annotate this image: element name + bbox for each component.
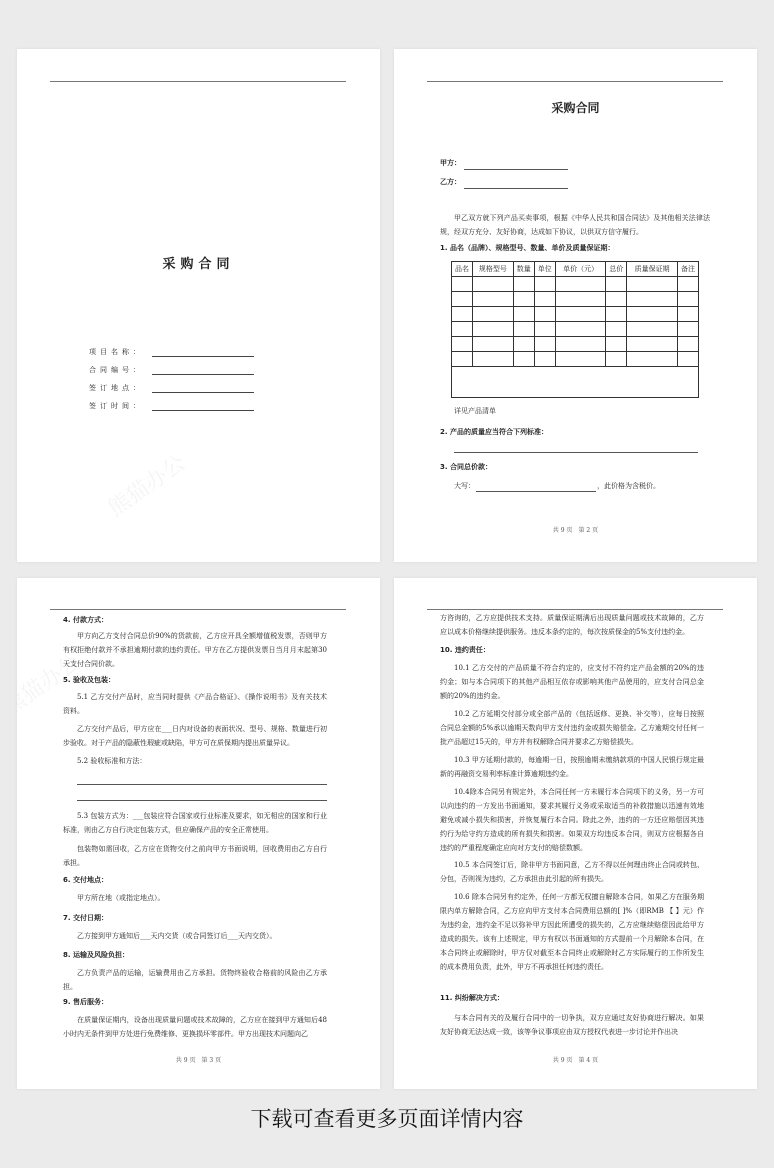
table-row[interactable] (452, 307, 699, 322)
header-rule (50, 609, 346, 610)
after-sales-paragraph: 在质量保证期内，设备出现质量问题或技术故障的，乙方应在接到甲方通知后48小时内无条件到甲方处进行免费维修、更换损坏零部件。甲方出现技术问题向乙 (63, 1016, 327, 1038)
price-suffix: ，此价格为含税价。 (597, 482, 660, 490)
col-warranty: 质量保证期 (627, 262, 678, 277)
field-contract-number-line[interactable] (152, 374, 254, 375)
clause-10-4: 10.4除本合同另有规定外，本合同任何一方未履行本合同项下的义务，另一方可以向违约的一方发出书面通知，要求其履行义务或采取适当的补救措施以迅速有效地避免或减小损失和损害，并恢复履行本合同。除此之外，违约的一方还应赔偿因其违约行为给守约方造成的所有损失和损害。如果双方均违反本合同，则双方应根据各自违约的严重程度确定应向对方支付的赔偿数额。 (440, 788, 704, 852)
table-row[interactable] (452, 277, 699, 292)
col-model: 规格型号 (473, 262, 514, 277)
acceptance-line-1[interactable] (77, 784, 327, 785)
acceptance-line-2[interactable] (77, 800, 327, 801)
field-signing-time-line[interactable] (152, 410, 254, 411)
section-3-heading: 3. 合同总价款： (440, 463, 492, 471)
section-2-heading: 2. 产品的质量应当符合下列标准： (440, 428, 548, 436)
price-line[interactable] (476, 491, 596, 492)
field-signing-place: 签订地点： (89, 384, 144, 392)
page-1-cover (17, 49, 380, 562)
clause-10-3: 10.3 甲方延期付款的，每逾期一日，按照逾期未缴纳款项的中国人民银行规定最新的再融资交易利率标准计算逾期违约金。 (440, 756, 704, 778)
party-b-label: 乙方： (440, 178, 461, 186)
clause-10-6: 10.6 除本合同另有约定外，任何一方都无权擅自解除本合同，如果乙方在服务期限内单方解除合同，乙方应向甲方支付本合同费用总额的[ ]%（即RMB 【 】元）作为违约金，违约金不足以弥补甲方因此所遭受的损失的，乙方应继续赔偿因此给甲方造成的损失。该有上述规定，甲方有权以书面通知的方式提前一个月解除本合同，在本合同终止或解除时，甲方仅对截至本合同终止或解除时乙方实际履行的工作所发生的成本费用负责，此外，甲方不再承担任何违约责任。 (440, 893, 704, 971)
clause-5-1: 5.1 乙方交付产品时，应当同时提供《产品合格证》、《操作说明书》及有关技术资料。 (63, 693, 327, 715)
clause-10-1: 10.1 乙方交付的产品质量不符合约定的，应支付不符约定产品金额的20%的违约金；如与本合同项下的其他产品相互依存或影响其他产品使用的，应支付合同总金额的20%的违约金。 (440, 664, 704, 700)
after-sales-continued: 方咨询的，乙方应提供技术支持。质量保证期满后出现质量问题或技术故障的，乙方应以成本价格继续提供服务。违反本条约定的，每次按质保金的5%支付违约金。 (440, 614, 704, 636)
table-total-row[interactable] (452, 367, 699, 398)
field-signing-time: 签订时间： (89, 402, 144, 410)
price-prefix: 大写： (454, 482, 475, 490)
section-6-heading: 6. 交付地点： (63, 876, 108, 884)
download-caption[interactable]: 下载可查看更多页面详情内容 (250, 1107, 524, 1131)
page-footer: 共 9 页 第 4 页 (552, 1057, 599, 1064)
page-footer: 共 9 页 第 3 页 (175, 1057, 222, 1064)
col-total: 总价 (606, 262, 627, 277)
clause-10-5: 10.5 本合同签订后，除非甲方书面同意，乙方不得以任何理由终止合同或转包、分包，否则视为违约，乙方承担由此引起的所有损失。 (440, 861, 704, 883)
clause-5-1b: 乙方交付产品后，甲方应在___日内对设备的表面状况、型号、规格、数量进行初步验收。对于产品的隐蔽性瑕疵或缺陷，甲方可在质保期内提出质量异议。 (63, 725, 327, 747)
quality-standard-line[interactable] (454, 452, 698, 453)
cover-title: 采购合同 (162, 257, 235, 272)
clause-5-2: 5.2 验收标准和方法： (77, 757, 147, 765)
field-signing-place-line[interactable] (152, 392, 254, 393)
section-7-heading: 7. 交付日期： (63, 914, 108, 922)
delivery-place: 甲方所在地（或指定地点）。 (77, 894, 165, 902)
clause-5-3: 5.3 包装方式为：___包装应符合国家或行业标准及要求，如无相应的国家和行业标准，则由乙方自行决定包装方式，但应确保产品的安全正常使用。 (63, 812, 327, 834)
col-remark: 备注 (677, 262, 698, 277)
party-b-line[interactable] (464, 188, 568, 189)
table-row[interactable] (452, 337, 699, 352)
header-rule (427, 609, 723, 610)
clause-10-2: 10.2 乙方延期交付部分或全部产品的（包括返修、更换、补交等），应每日按照合同总金额的5%承以逾期天数向甲方支付违约金或损失赔偿金。乙方逾期交付任何一批产品超过15天的，甲方并有权解除合同并要求乙方赔偿损失。 (440, 710, 704, 746)
doc-title: 采购合同 (551, 101, 600, 115)
section-10-heading: 10. 违约责任： (440, 646, 490, 654)
party-a-line[interactable] (464, 169, 568, 170)
page-2 (394, 49, 757, 562)
section-5-heading: 5. 验收及包装： (63, 676, 115, 684)
table-header-row (452, 262, 699, 277)
dispute-paragraph: 与本合同有关的及履行合同中的一切争执，双方应通过友好协商进行解决。如果友好协商无法达成一致，该等争议事项应由双方授权代表进一步讨论并作出决 (440, 1014, 704, 1036)
delivery-date: 乙方接到甲方通知后___天内交货（或合同签订后___天内交货）。 (77, 932, 277, 940)
header-rule (427, 81, 723, 82)
table-row[interactable] (452, 292, 699, 307)
field-contract-number: 合同编号： (89, 366, 144, 374)
table-row[interactable] (452, 322, 699, 337)
field-project-name: 项目名称： (89, 348, 144, 356)
col-unit-price: 单价（元） (555, 262, 606, 277)
table-note: 详见产品清单 (454, 407, 496, 415)
header-rule (50, 81, 346, 82)
col-name: 品名 (452, 262, 473, 277)
section-4-heading: 4. 付款方式： (63, 616, 108, 624)
transport-paragraph: 乙方负责产品的运输，运输费用由乙方承担。货物终验收合格前的风险由乙方承担。 (63, 969, 327, 991)
page-4 (394, 578, 757, 1089)
payment-paragraph: 甲方向乙方支付合同总价90%的货款前，乙方应开具全额增值税发票，否则甲方有权拒绝付款并不承担逾期付款的违约责任。甲方在乙方提供发票日当月月末起第30天支付合同价款。 (63, 632, 327, 668)
section-8-heading: 8. 运输及风险负担： (63, 951, 129, 959)
page-3 (17, 578, 380, 1089)
product-table (451, 261, 699, 398)
col-unit: 单位 (534, 262, 555, 277)
intro-paragraph: 甲乙双方就下列产品买卖事项，根据《中华人民共和国合同法》及其他相关法律法规，经双方充分、友好协商，达成如下协议，以供双方信守履行。 (440, 214, 710, 236)
table-row[interactable] (452, 352, 699, 367)
col-quantity: 数量 (513, 262, 534, 277)
clause-5-3b: 包装物如需回收，乙方应在货物交付之前向甲方书面说明，回收费用由乙方自行承担。 (63, 845, 327, 867)
page-footer: 共 9 页 第 2 页 (552, 527, 599, 534)
party-a-label: 甲方： (440, 159, 461, 167)
field-project-name-line[interactable] (152, 356, 254, 357)
section-11-heading: 11. 纠纷解决方式： (440, 994, 504, 1002)
watermark (101, 447, 191, 523)
section-9-heading: 9. 售后服务： (63, 998, 108, 1006)
section-1-heading: 1. 品名（品牌）、规格型号、数量、单价及质量保证期： (440, 244, 615, 252)
